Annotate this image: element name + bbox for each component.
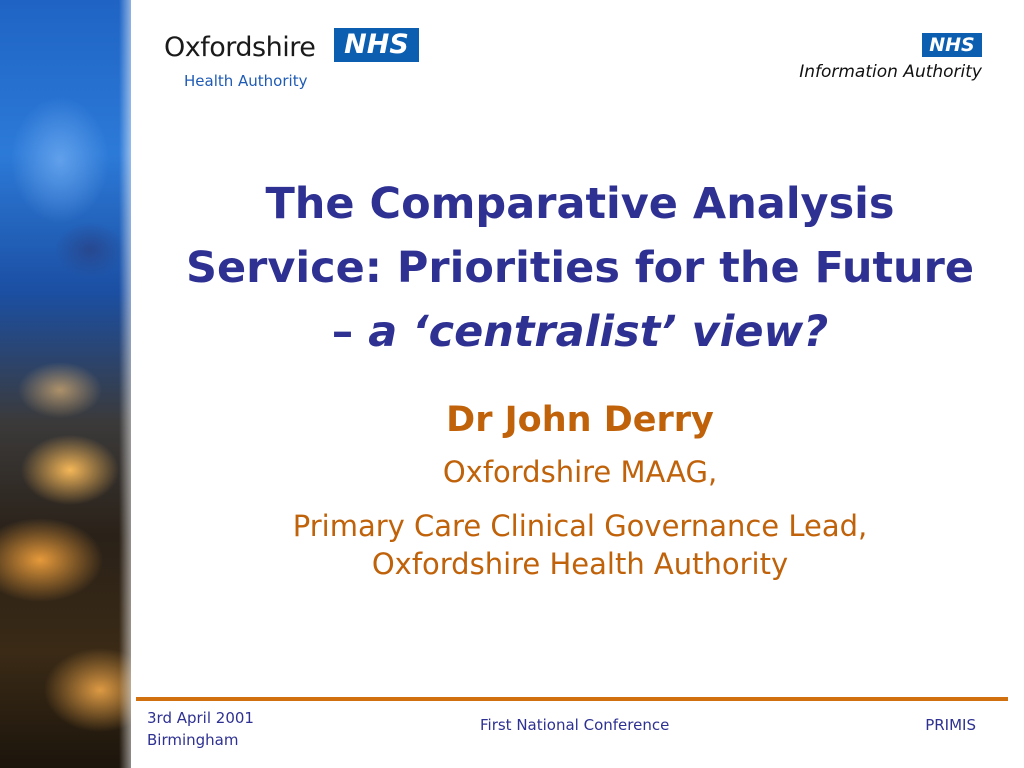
footer-org: PRIMIS bbox=[925, 716, 976, 734]
side-decorative-image bbox=[0, 0, 131, 768]
title-line-3 bbox=[150, 300, 1010, 364]
title-line-1: The Comparative Analysis bbox=[265, 179, 895, 229]
footer-date: 3rd April 2001 bbox=[147, 709, 254, 727]
footer-date-location bbox=[147, 707, 254, 751]
title-dash: – bbox=[331, 307, 354, 357]
slide-title bbox=[150, 172, 1010, 364]
footer-event: First National Conference bbox=[480, 716, 670, 734]
presenter-name: Dr John Derry bbox=[446, 400, 714, 440]
footer-divider bbox=[136, 697, 1008, 701]
nhs-logo-left: NHS bbox=[334, 28, 419, 62]
footer-location: Birmingham bbox=[147, 731, 239, 749]
oxfordshire-logo-text: Oxfordshire bbox=[164, 32, 316, 63]
side-image-fade bbox=[119, 0, 131, 768]
health-authority-logo-text: Health Authority bbox=[184, 72, 308, 90]
presenter-affiliation-1: Oxfordshire MAAG, bbox=[442, 455, 718, 489]
presenter-affiliation-2: Primary Care Clinical Governance Lead, bbox=[292, 509, 868, 543]
information-authority-logo-text: Information Authority bbox=[799, 62, 982, 82]
presenter-affiliation-3: Oxfordshire Health Authority bbox=[371, 547, 789, 581]
presenter-block bbox=[150, 392, 1010, 588]
title-line-2: Service: Priorities for the Future bbox=[185, 243, 974, 293]
title-subtitle-italic: a ‘centralist’ view? bbox=[368, 307, 829, 357]
nhs-logo-right: NHS bbox=[922, 33, 982, 57]
